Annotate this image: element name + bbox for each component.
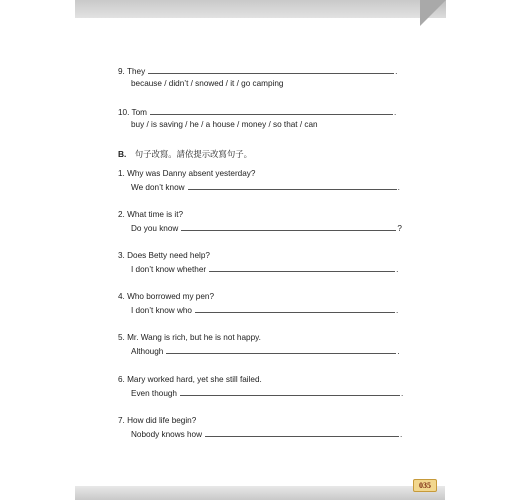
page-number: 035 xyxy=(413,479,437,492)
item-b3-blank[interactable] xyxy=(209,264,395,272)
item-b6-blank[interactable] xyxy=(180,388,400,396)
item-b6-stem: Even though xyxy=(131,389,177,398)
item-a9-line xyxy=(118,66,397,77)
item-b4-stem: I don’t know who xyxy=(131,306,192,315)
item-b1-question xyxy=(118,169,255,179)
item-b4-answer xyxy=(131,305,398,316)
item-b7-end: . xyxy=(400,430,403,439)
item-b3-stem: I don’t know whether xyxy=(131,265,207,274)
item-b6-answer xyxy=(131,388,403,399)
item-b7-question xyxy=(118,416,196,426)
item-a10-prompt: 10. Tom xyxy=(118,108,147,117)
item-b1-stem: We don’t know xyxy=(131,183,185,192)
item-a10-line xyxy=(118,107,396,118)
item-b6-question-text: 6. Mary worked hard, yet she still failed. xyxy=(118,375,262,384)
header-band xyxy=(75,0,420,18)
item-a9-hint-text: because / didn’t / snowed / it / go camping xyxy=(131,79,284,88)
item-b5-stem: Although xyxy=(131,347,164,356)
item-b7-answer xyxy=(131,429,402,440)
item-b7-question-text: 7. How did life begin? xyxy=(118,416,197,425)
item-a10-blank[interactable] xyxy=(150,107,393,115)
item-a9-blank[interactable] xyxy=(148,66,394,74)
item-b2-question xyxy=(118,210,183,220)
item-b2-stem: Do you know xyxy=(131,224,179,233)
item-b5-question xyxy=(118,333,261,343)
page-corner-fold xyxy=(420,0,446,26)
item-b4-end: . xyxy=(396,306,399,315)
item-b4-question xyxy=(118,292,214,302)
section-b-heading xyxy=(118,148,252,160)
item-a9-hint xyxy=(131,79,283,89)
item-b1-end: . xyxy=(397,183,400,192)
item-a10-hint xyxy=(131,120,318,130)
item-b1-blank[interactable] xyxy=(188,182,397,190)
item-a9-end: . xyxy=(395,67,398,76)
item-b7-blank[interactable] xyxy=(205,429,399,437)
item-b5-question-text: 5. Mr. Wang is rich, but he is not happy. xyxy=(118,333,261,342)
item-b1-answer xyxy=(131,182,400,193)
item-b2-blank[interactable] xyxy=(181,223,396,231)
item-a10-hint-text: buy / is saving / he / a house / money / so that / can xyxy=(131,120,318,129)
item-b4-blank[interactable] xyxy=(195,305,395,313)
item-b3-end: . xyxy=(396,265,399,274)
item-b3-question xyxy=(118,251,210,261)
item-b2-question-text: 2. What time is it? xyxy=(118,210,184,219)
item-b4-question-text: 4. Who borrowed my pen? xyxy=(118,292,215,301)
section-b-instruction: 句子改寫。請依提示改寫句子。 xyxy=(134,149,252,159)
item-b5-end: . xyxy=(397,347,400,356)
footer-band xyxy=(75,486,445,500)
item-b2-answer xyxy=(131,223,402,234)
item-b1-question-text: 1. Why was Danny absent yesterday? xyxy=(118,169,256,178)
item-a9-prompt: 9. They xyxy=(118,67,146,76)
section-b-label: B. xyxy=(118,149,127,159)
item-b3-question-text: 3. Does Betty need help? xyxy=(118,251,210,260)
item-b5-blank[interactable] xyxy=(166,346,396,354)
item-a10-end: . xyxy=(393,108,397,117)
item-b2-end: ? xyxy=(397,224,402,233)
item-b7-stem: Nobody knows how xyxy=(131,430,202,439)
item-b5-answer xyxy=(131,346,400,357)
item-b3-answer xyxy=(131,264,398,275)
item-b6-question xyxy=(118,375,262,385)
item-b6-end: . xyxy=(400,389,404,398)
